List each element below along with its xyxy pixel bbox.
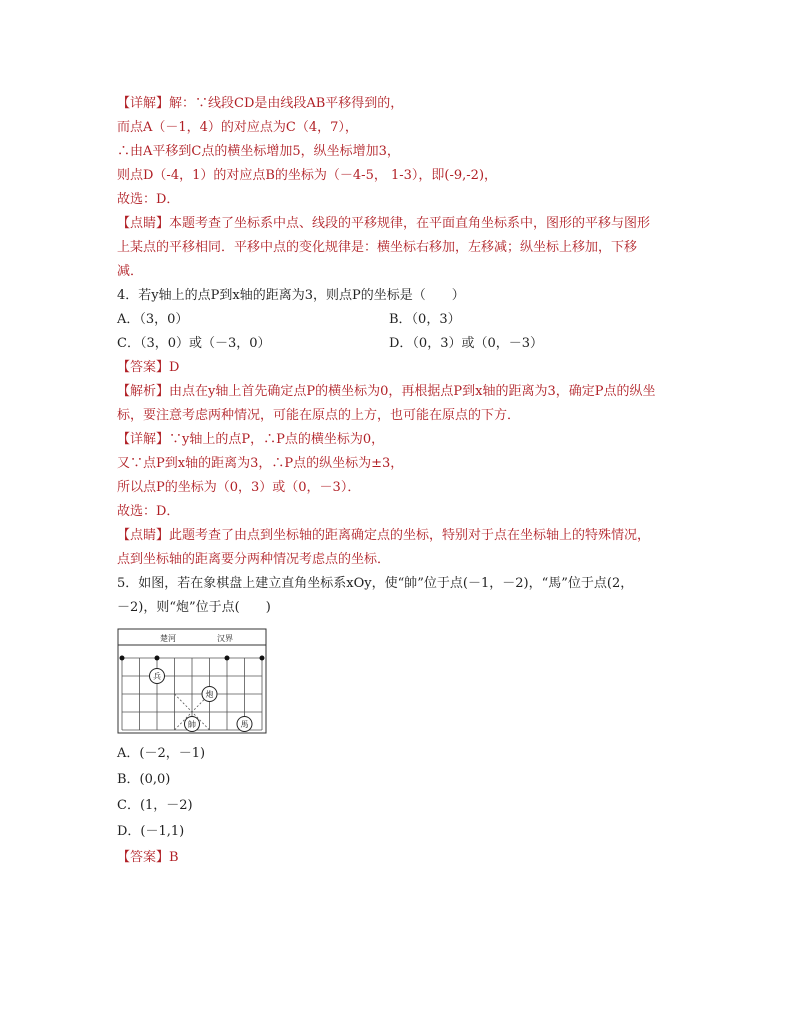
- q3-detail-line3: ∴由A平移到C点的横坐标增加5，纵坐标增加3，: [117, 144, 400, 159]
- q5-option-a: A．(－2，－1): [117, 746, 206, 761]
- q4-options-row1: [117, 308, 697, 332]
- q4-option-d: D．（0，3）或（0，－3）: [389, 336, 544, 351]
- q4-options-row2: [117, 332, 697, 356]
- chessboard-svg: [117, 628, 267, 734]
- q4-analysis-line1: 【解析】由点在y轴上首先确定点P的横坐标为0，再根据点P到x轴的距离为3，确定P点的纵坐: [117, 384, 656, 399]
- q3-detail-line4: 则点D（-4，1）的对应点B的坐标为（－4-5， 1-3），即(-9,-2)，: [117, 168, 498, 183]
- piece-ma-label: 馬: [240, 720, 249, 729]
- q4-detail-line1: 【详解】∵y轴上的点P，∴P点的横坐标为0，: [117, 432, 385, 447]
- q5-option-c: C．(1，－2): [117, 798, 193, 813]
- q5-answer: 【答案】B: [117, 850, 179, 865]
- q5-stem-line1: 5．如图，若在象棋盘上建立直角坐标系xOy，使“帥”位于点(－1，－2)，“馬”位于点(2，: [117, 576, 634, 591]
- piece-bing-label: 兵: [153, 672, 161, 681]
- chessboard-figure: [117, 628, 697, 736]
- q4-option-c: C．（3，0）或（－3，0）: [117, 336, 271, 351]
- q4-stem: 4．若y轴上的点P到x轴的距离为3，则点P的坐标是（ ）: [117, 288, 465, 303]
- q5-option-d: D．(－1,1): [117, 824, 185, 839]
- q3-comment-line2: 上某点的平移相同．平移中点的变化规律是：横坐标右移加，左移减；纵坐标上移加，下移: [117, 240, 638, 255]
- piece-pao-label: 炮: [205, 690, 214, 699]
- river-right-label: 汉界: [217, 634, 233, 643]
- river-left-label: 楚河: [160, 634, 176, 643]
- q3-comment-line3: 减．: [117, 264, 144, 279]
- q5-option-b: B．(0,0): [117, 772, 171, 787]
- q4-comment-line2: 点到坐标轴的距离要分两种情况考虑点的坐标．: [117, 552, 391, 567]
- q3-comment-line1: 【点睛】本题考查了坐标系中点、线段的平移规律，在平面直角坐标系中，图形的平移与图形: [117, 216, 651, 231]
- q4-comment-line1: 【点睛】此题考查了由点到坐标轴的距离确定点的坐标，特别对于点在坐标轴上的特殊情况，: [117, 528, 651, 543]
- q4-analysis-line2: 标，要注意考虑两种情况，可能在原点的上方，也可能在原点的下方．: [117, 408, 521, 423]
- q4-option-b: B．（0，3）: [389, 312, 461, 327]
- q3-detail-line5: 故选：D．: [117, 192, 180, 207]
- q4-detail-line2: 又∵点P到x轴的距离为3，∴P点的纵坐标为±3，: [117, 456, 404, 471]
- piece-shuai: [185, 717, 200, 732]
- q3-detail-line2: 而点A（－1，4）的对应点为C（4，7），: [117, 120, 358, 135]
- piece-ma: [237, 717, 252, 732]
- piece-shuai-label: 帥: [188, 720, 196, 729]
- piece-bing: [150, 669, 165, 684]
- q4-detail-line4: 故选：D．: [117, 504, 180, 519]
- content: [117, 92, 697, 870]
- q4-answer: 【答案】D: [117, 360, 180, 375]
- q5-stem-line2: －2)，则“炮”位于点( ): [117, 600, 271, 615]
- q3-detail-line1: 【详解】解：∵线段CD是由线段AB平移得到的，: [117, 96, 404, 111]
- q4-detail-line3: 所以点P的坐标为（0，3）或（0，－3）．: [117, 480, 361, 495]
- q4-option-a: A．（3，0）: [117, 312, 189, 327]
- piece-pao: [202, 687, 217, 702]
